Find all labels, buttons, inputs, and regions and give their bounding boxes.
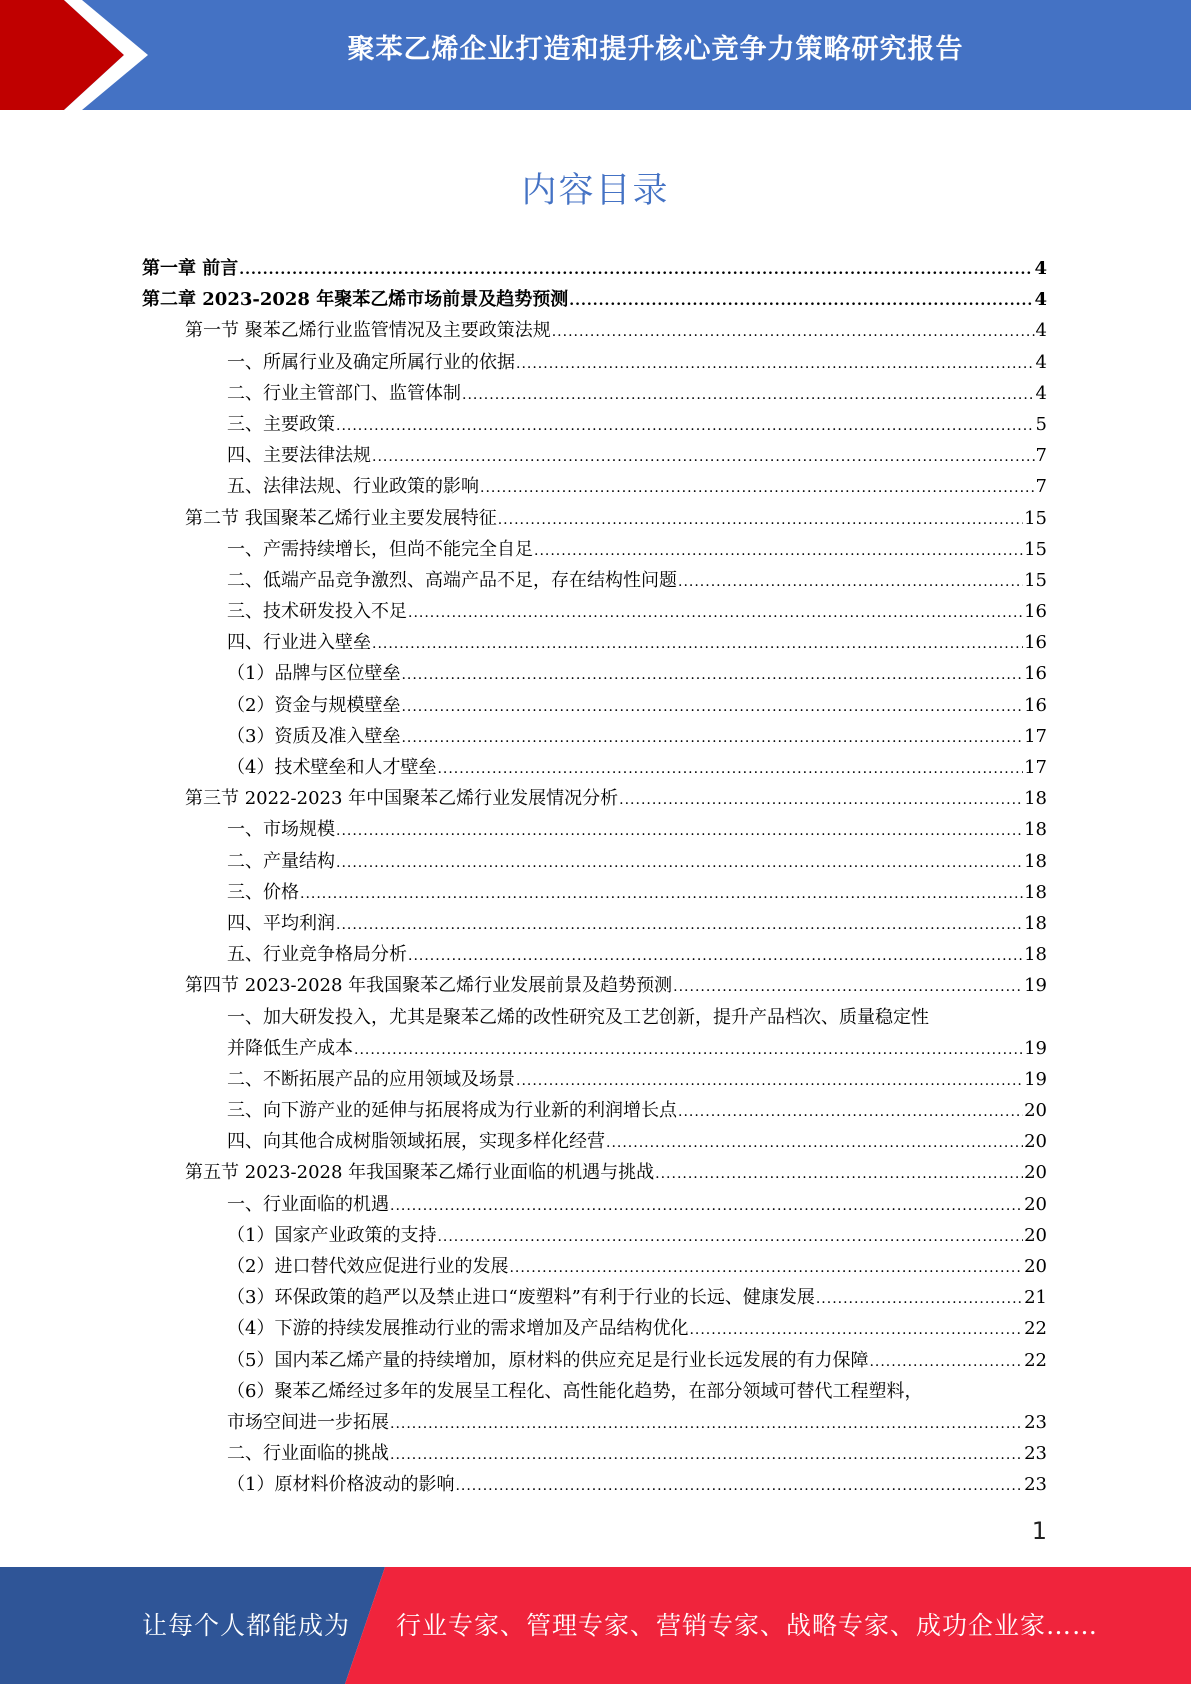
toc-dot-leader [408,598,1023,629]
toc-entry[interactable] [142,1220,1047,1251]
toc-entry-page: 18 [1024,881,1047,903]
toc-entry-page: 4 [1034,289,1047,311]
toc-entry-label: 一、产需持续增长，但尚不能完全自足 [227,538,533,560]
toc-dot-leader [619,785,1023,816]
toc-dot-leader [390,1409,1023,1440]
toc-dot-leader [689,1315,1023,1346]
toc-entry-label: 二、低端产品竞争激烈、高端产品不足，存在结构性问题 [227,569,677,591]
footer-slogan-left: 让每个人都能成为 [142,1611,351,1640]
toc-entry[interactable] [142,534,1047,565]
toc-dot-leader [869,1347,1023,1378]
toc-entry-label: 第四节 2023-2028 年我国聚苯乙烯行业发展前景及趋势预测 [185,975,673,997]
toc-entry[interactable] [142,471,1047,502]
toc-entry-page: 23 [1024,1474,1047,1496]
toc-entry[interactable] [142,1251,1047,1282]
toc-entry[interactable] [142,970,1047,1001]
toc-entry-label: 第三节 2022-2023 年中国聚苯乙烯行业发展情况分析 [185,788,619,810]
toc-entry-page: 18 [1024,850,1047,872]
toc-entry-label: 一、所属行业及确定所属行业的依据 [227,351,515,373]
toc-dot-leader [816,1284,1023,1315]
toc-dot-leader [354,1035,1023,1066]
toc-entry-label: 四、主要法律法规 [227,445,371,467]
toc-entry-label: 一、行业面临的机遇 [227,1193,389,1215]
toc-entry[interactable] [142,690,1047,721]
toc-entry-label: 三、主要政策 [227,413,335,435]
toc-entry-label: 五、行业竞争格局分析 [227,944,407,966]
toc-dot-leader [673,972,1023,1003]
toc-dot-leader [655,1159,1023,1190]
toc-entry-page: 4 [1035,382,1047,404]
toc-dot-leader [462,380,1035,411]
toc-entry[interactable] [142,1345,1047,1376]
toc-entry[interactable] [142,783,1047,814]
toc-dot-leader [300,879,1023,910]
header-band [0,0,1191,110]
toc-entry[interactable] [142,814,1047,845]
toc-entry[interactable] [142,877,1047,908]
toc-entry-page: 18 [1024,944,1047,966]
toc-dot-leader [401,723,1023,754]
toc-entry-page: 19 [1024,1037,1047,1059]
toc-dot-leader [336,816,1023,847]
toc-dot-leader [480,473,1035,504]
toc-entry[interactable] [142,1282,1047,1313]
toc-entry[interactable] [142,378,1047,409]
toc-entry-page: 17 [1024,757,1047,778]
toc-entry-page: 23 [1024,1411,1047,1433]
toc-entry-page: 22 [1024,1349,1047,1371]
toc-entry-label: 三、价格 [227,881,299,903]
toc-dot-leader [516,1066,1023,1097]
toc-entry-label: （4）技术壁垒和人才壁垒 [227,757,437,778]
toc-entry-label: （3）环保政策的趋严以及禁止进口“废塑料”有利于行业的长远、健康发展 [227,1287,815,1309]
toc-entry-page: 19 [1024,1068,1047,1090]
toc-entry-page: 16 [1024,601,1047,623]
toc-entry-label: 四、平均利润 [227,912,335,934]
toc-dot-leader [401,660,1023,691]
toc-entry[interactable] [142,503,1047,534]
toc-entry-page: 15 [1024,507,1047,529]
toc-entry[interactable] [142,846,1047,877]
toc-heading: 内容目录 [521,171,670,211]
toc-entry[interactable] [142,752,1047,783]
toc-dot-leader [534,536,1023,567]
toc-entry-page: 4 [1035,351,1047,373]
toc-dot-leader [336,910,1023,941]
toc-entry-page: 20 [1024,1224,1047,1246]
toc-entry[interactable] [142,1407,1047,1438]
toc-entry-label: 第二章 2023-2028 年聚苯乙烯市场前景及趋势预测 [142,289,569,311]
toc-dot-leader [678,1097,1023,1128]
toc-entry[interactable] [142,253,1047,284]
toc-dot-leader [408,941,1023,972]
toc-entry-page: 5 [1035,413,1047,435]
report-title: 聚苯乙烯企业打造和提升核心竞争力策略研究报告 [347,34,964,65]
toc-entry[interactable] [142,440,1047,471]
toc-dot-leader [390,1440,1023,1471]
toc-entry[interactable] [142,1095,1047,1126]
toc-entry-label: 第一章 前言 [142,258,239,279]
toc-entry-page: 15 [1024,569,1047,591]
toc-entry-label: 二、不断拓展产品的应用领域及场景 [227,1068,515,1090]
toc-dot-leader [372,442,1035,473]
toc-entry-label: 四、向其他合成树脂领域拓展，实现多样化经营 [227,1131,605,1153]
footer-band [0,1567,1191,1684]
toc-dot-leader [606,1128,1023,1159]
toc-entry[interactable] [142,1189,1047,1220]
toc-entry-label: 三、向下游产业的延伸与拓展将成为行业新的利润增长点 [227,1100,677,1122]
toc-dot-leader [239,255,1033,286]
toc-entry-page: 22 [1024,1318,1047,1340]
toc-dot-leader [516,349,1035,380]
toc-dot-leader [509,1253,1023,1284]
toc-dot-leader [678,567,1023,598]
toc-dot-leader [437,1222,1023,1253]
toc-entry[interactable] [142,284,1047,315]
toc-entry-page: 15 [1024,538,1047,560]
toc-entry-label: 第二节 我国聚苯乙烯行业主要发展特征 [185,507,497,529]
toc-entry-page: 20 [1024,1100,1047,1122]
toc-entry-page: 16 [1024,694,1047,716]
toc-dot-leader [336,411,1035,442]
toc-entry-label: 第五节 2023-2028 年我国聚苯乙烯行业面临的机遇与挑战 [185,1162,655,1184]
toc-dot-leader [498,505,1023,536]
page-number: 1 [1031,1517,1047,1545]
toc-entry-label: （1）原材料价格波动的影响 [227,1474,455,1496]
toc-entry-label-first-line[interactable]: （6）聚苯乙烯经过多年的发展呈工程化、高性能化趋势，在部分领域可替代工程塑料， [227,1380,923,1402]
toc-entry-label: 五、法律法规、行业政策的影响 [227,476,479,498]
toc-entry-page: 23 [1024,1443,1047,1465]
toc-entry-label: （3）资质及准入壁垒 [227,725,401,747]
table-of-contents [142,253,1047,1501]
toc-entry-page: 19 [1024,975,1047,997]
toc-entry-label: （2）资金与规模壁垒 [227,694,401,716]
toc-entry[interactable] [142,721,1047,752]
toc-entry-page: 21 [1024,1287,1047,1309]
toc-entry-page: 4 [1034,258,1047,279]
toc-entry-label: 二、行业主管部门、监管体制 [227,382,461,404]
toc-entry-page: 7 [1035,476,1047,498]
toc-entry-label: （2）进口替代效应促进行业的发展 [227,1256,509,1277]
toc-entry[interactable] [142,409,1047,440]
toc-entry[interactable] [142,565,1047,596]
toc-entry-label: 四、行业进入壁垒 [227,632,371,654]
toc-entry[interactable] [142,1126,1047,1157]
toc-dot-leader [390,1191,1023,1222]
toc-entry-label: 市场空间进一步拓展 [227,1411,389,1433]
toc-dot-leader [336,848,1023,879]
toc-dot-leader [552,317,1035,348]
toc-dot-leader [455,1471,1023,1502]
toc-entry-label: （1）国家产业政策的支持 [227,1224,437,1246]
toc-entry-page: 20 [1024,1193,1047,1215]
toc-entry-page: 20 [1024,1131,1047,1153]
toc-entry-label-first-line[interactable]: 一、加大研发投入，尤其是聚苯乙烯的改性研究及工艺创新，提升产品档次、质量稳定性 [227,1006,929,1028]
toc-entry-page: 20 [1024,1256,1047,1277]
toc-entry[interactable] [142,1438,1047,1469]
toc-entry-page: 7 [1035,445,1047,467]
toc-entry-page: 4 [1035,320,1047,342]
toc-entry-page: 20 [1024,1162,1047,1184]
toc-entry[interactable] [142,315,1047,346]
toc-entry-page: 18 [1024,819,1047,841]
toc-entry-page: 16 [1024,632,1047,654]
toc-entry[interactable] [142,1033,1047,1064]
toc-entry-label: 二、产量结构 [227,850,335,872]
toc-entry[interactable] [142,1064,1047,1095]
toc-entry[interactable] [142,347,1047,378]
toc-entry[interactable] [142,1313,1047,1344]
toc-entry-label: 一、市场规模 [227,819,335,841]
toc-dot-leader [372,629,1023,660]
toc-entry[interactable] [142,939,1047,970]
toc-entry-label: 三、技术研发投入不足 [227,601,407,623]
toc-entry-label: （5）国内苯乙烯产量的持续增加，原材料的供应充足是行业长远发展的有力保障 [227,1349,869,1371]
toc-entry[interactable] [142,596,1047,627]
header-arrow-decoration [0,0,160,110]
toc-entry-page: 17 [1024,725,1047,747]
toc-dot-leader [401,692,1023,723]
toc-dot-leader [437,754,1023,785]
toc-entry[interactable] [142,908,1047,939]
toc-entry[interactable] [142,658,1047,689]
toc-entry[interactable] [142,1469,1047,1500]
toc-entry-label: 并降低生产成本 [227,1037,353,1059]
toc-entry-page: 18 [1024,788,1047,810]
toc-entry[interactable] [142,627,1047,658]
toc-entry-page: 16 [1024,663,1047,685]
toc-entry[interactable] [142,1157,1047,1188]
toc-entry-label: 二、行业面临的挑战 [227,1443,389,1465]
toc-entry-page: 18 [1024,912,1047,934]
toc-entry-label: （1）品牌与区位壁垒 [227,663,401,685]
toc-entry-label: （4）下游的持续发展推动行业的需求增加及产品结构优化 [227,1318,689,1340]
toc-entry-label: 第一节 聚苯乙烯行业监管情况及主要政策法规 [185,320,551,342]
footer-slogan-right: 行业专家、管理专家、营销专家、战略专家、成功企业家…… [396,1611,1099,1640]
toc-dot-leader [569,286,1033,317]
